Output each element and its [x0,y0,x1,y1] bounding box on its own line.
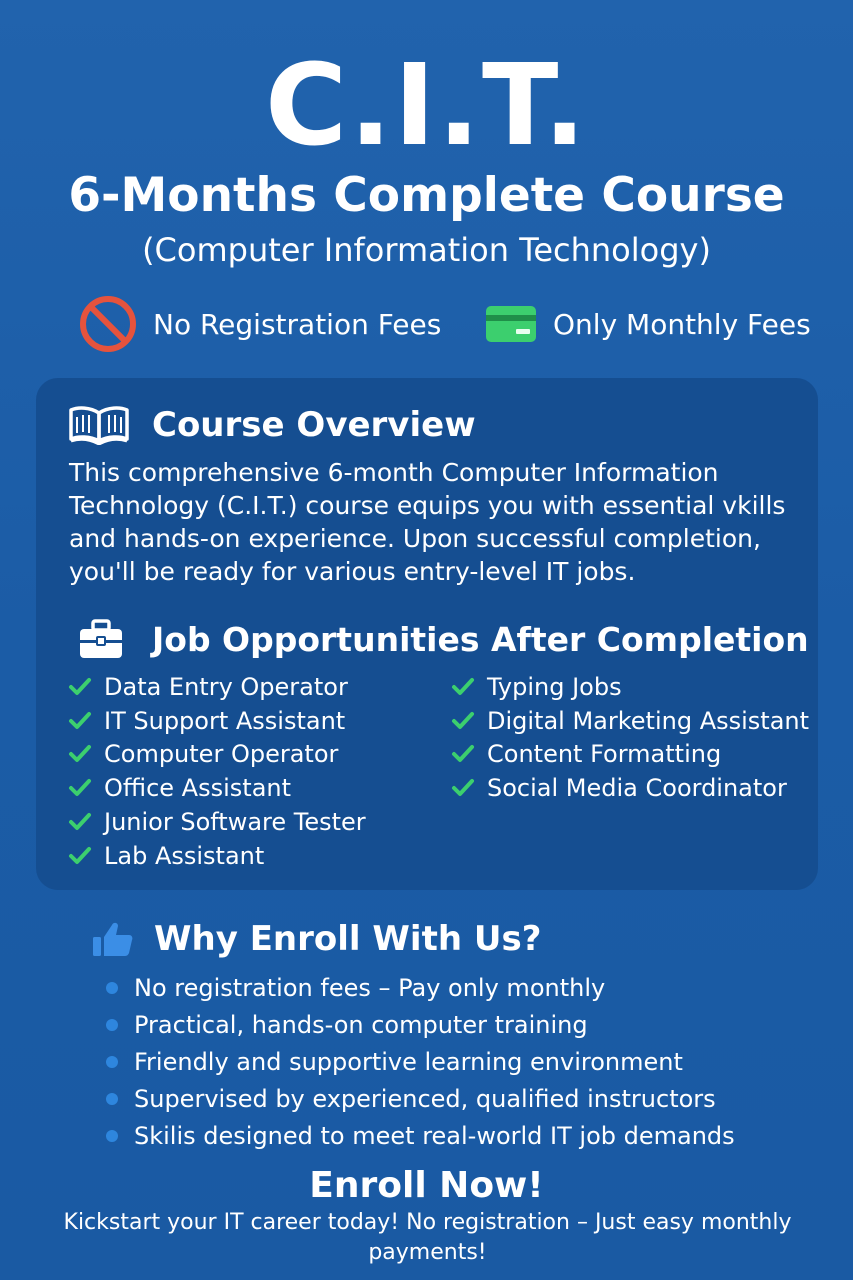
course-full-name: (Computer Information Technology) [142,231,711,269]
feature-label: No Registration Fees [153,307,442,341]
check-icon [451,676,475,698]
list-item [106,969,735,1006]
check-icon [68,811,92,833]
jobs-heading [78,614,809,664]
open-book-icon [68,405,130,445]
check-icon [68,743,92,765]
jobs-heading-text: Job Opportunities After Completion [152,619,809,659]
overview-line: This comprehensive 6-month Computer Information [69,458,719,487]
why-heading [92,914,541,964]
why-item-text: Friendly and supportive learning environment [134,1047,683,1076]
overview-heading-text: Course Overview [152,405,476,445]
jobs-list-left [68,670,366,873]
bullet-icon [106,1019,118,1031]
check-icon [451,777,475,799]
check-icon [68,777,92,799]
job-label: Digital Marketing Assistant [487,706,810,735]
enroll-text: Kickstart your IT career today! No registration – Just easy monthly payments! [63,1210,792,1265]
job-item [68,670,366,704]
overview-heading [68,400,476,450]
feature-monthly-fees [485,296,811,352]
job-label: Computer Operator [104,740,339,769]
job-label: Junior Software Tester [104,808,366,837]
bullet-icon [106,982,118,994]
why-list [106,969,735,1154]
course-subtitle: 6-Months Complete Course [68,168,785,223]
overview-line: Technology (C.I.T.) course equips you with essential vkills [69,491,786,520]
job-label: Lab Assistant [104,841,265,870]
thumbs-up-icon [92,920,134,958]
jobs-list-right [451,670,809,805]
job-item [68,738,366,772]
job-item [68,771,366,805]
feature-no-registration [79,296,441,352]
overview-line: and hands-on experience. Upon successful completion, [69,524,761,553]
enroll-heading: Enroll Now! [309,1165,544,1206]
why-heading-text: Why Enroll With Us? [154,919,542,959]
list-item [106,1043,735,1080]
why-item-text: No registration fees – Pay only monthly [134,973,606,1002]
job-item [68,704,366,738]
no-sign-icon [79,295,137,353]
why-item-text: Supervised by experienced, qualified instructors [134,1084,716,1113]
job-item [451,738,809,772]
bullet-icon [106,1093,118,1105]
check-icon [68,845,92,867]
job-label: Office Assistant [104,774,292,803]
list-item [106,1117,735,1154]
job-item [451,704,809,738]
job-label: Social Media Coordinator [487,774,787,803]
job-item [68,839,366,873]
why-item-text: Skilis designed to meet real-world IT job demands [134,1121,735,1150]
check-icon [451,743,475,765]
check-icon [451,710,475,732]
job-label: IT Support Assistant [104,706,346,735]
why-item-text: Practical, hands-on computer training [134,1010,588,1039]
bullet-icon [106,1130,118,1142]
page-title: C.I.T. [265,41,588,171]
list-item [106,1006,735,1043]
job-label: Typing Jobs [487,672,622,701]
feature-label: Only Monthly Fees [553,307,811,341]
list-item [106,1080,735,1117]
job-item [451,670,809,704]
overview-line: you'll be ready for various entry-level IT jobs. [69,557,636,586]
job-label: Data Entry Operator [104,672,348,701]
job-item [68,805,366,839]
check-icon [68,676,92,698]
check-icon [68,710,92,732]
job-label: Content Formatting [487,740,722,769]
bullet-icon [106,1056,118,1068]
overview-paragraph [69,456,809,588]
briefcase-icon [78,618,124,660]
credit-card-icon [485,304,537,344]
job-item [451,771,809,805]
